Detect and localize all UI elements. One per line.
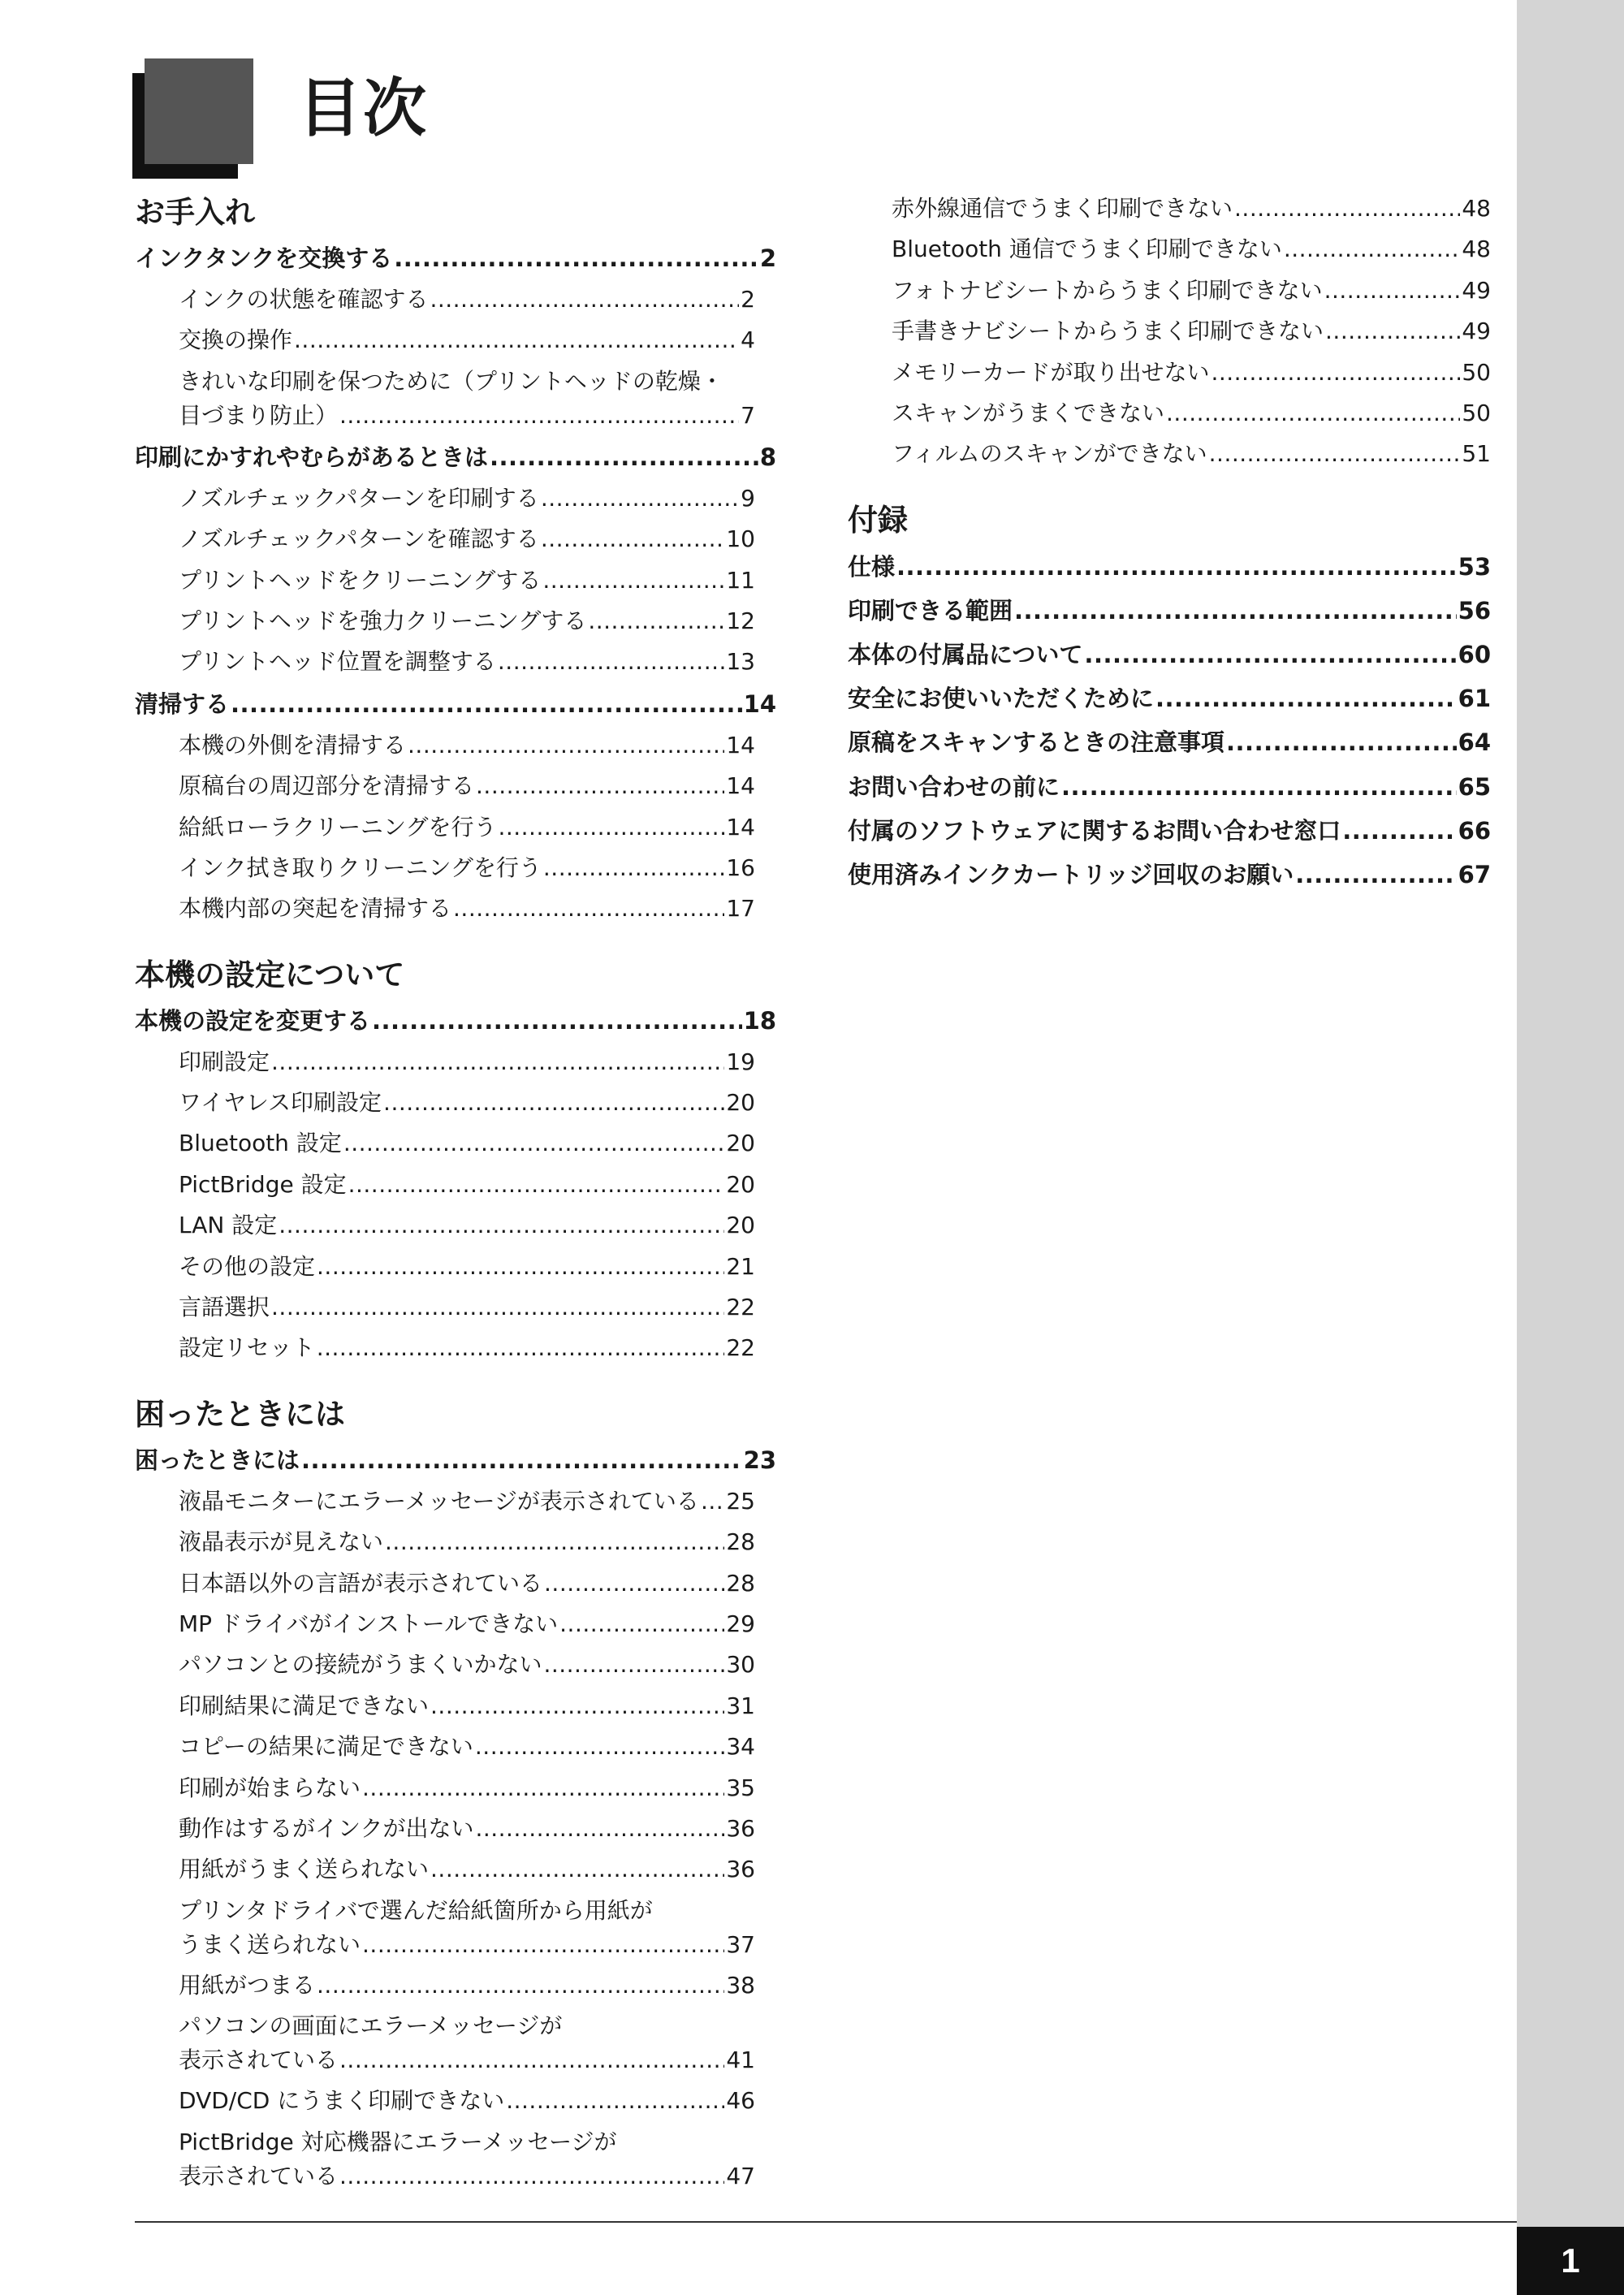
dot-leader: [372, 1000, 742, 1042]
toc-entry[interactable]: [135, 1000, 776, 1042]
toc-entry[interactable]: [848, 633, 1491, 676]
toc-entry-page: 20: [726, 1212, 755, 1239]
dot-leader: [506, 2081, 724, 2121]
toc-entry-label: 日本語以外の言語が表示されている: [179, 1569, 543, 1597]
toc-entry-page: 20: [726, 1130, 755, 1157]
toc-entry-label: パソコンとの接続がうまくいかない: [179, 1651, 542, 1679]
toc-entry-label-cont: 表示されている: [179, 2046, 339, 2074]
toc-entry[interactable]: [135, 1205, 776, 1246]
toc-entry[interactable]: [135, 519, 776, 560]
dot-leader: [1084, 633, 1456, 676]
dot-leader: [476, 766, 724, 806]
toc-entry[interactable]: [848, 765, 1491, 809]
toc-entry-page: 41: [726, 2046, 755, 2074]
dot-leader: [394, 237, 758, 279]
toc-entry-label: MP ドライバがインストールできない: [179, 1610, 559, 1637]
toc-entry-page: 17: [726, 895, 755, 923]
toc-entry-label: 印刷結果に満足できない: [179, 1692, 430, 1719]
toc-entry-label: コピーの結果に満足できない: [179, 1733, 473, 1761]
toc-entry-page: 22: [726, 1334, 755, 1362]
dot-leader: [543, 848, 724, 888]
toc-entry[interactable]: [135, 361, 776, 436]
dot-leader: [896, 545, 1457, 589]
toc-entry[interactable]: [848, 853, 1491, 897]
toc-entry-page: 16: [726, 854, 755, 881]
toc-entry[interactable]: [135, 1645, 776, 1685]
toc-entry-page: 37: [726, 1930, 755, 1958]
toc-entry-label: 印刷設定: [179, 1048, 270, 1075]
dot-leader: [362, 1768, 724, 1809]
toc-entry-label: 付属のソフトウェアに関するお問い合わせ窓口: [848, 816, 1341, 845]
toc-entry[interactable]: [135, 1042, 776, 1083]
dot-leader: [1155, 676, 1457, 720]
toc-entry[interactable]: [848, 434, 1491, 474]
toc-entry-page: 35: [726, 1774, 755, 1801]
toc-entry-label: 本体の付属品について: [848, 641, 1083, 669]
toc-entry[interactable]: [135, 2081, 776, 2121]
dot-leader: [588, 601, 724, 642]
dot-leader: [339, 2043, 724, 2077]
toc-entry-page: 14: [726, 813, 755, 841]
toc-entry-page: 14: [726, 731, 755, 759]
dot-leader: [362, 1928, 724, 1962]
toc-entry[interactable]: [135, 1083, 776, 1123]
dot-leader: [490, 436, 758, 478]
side-tab-strip: [1517, 0, 1624, 2295]
toc-entry-page: 20: [726, 1089, 755, 1117]
toc-entry-page: 22: [726, 1294, 755, 1321]
toc-entry[interactable]: [848, 676, 1491, 720]
toc-entry[interactable]: [135, 725, 776, 766]
dot-leader: [430, 1849, 724, 1890]
toc-entry[interactable]: [135, 560, 776, 601]
toc-entry-label: フィルムのスキャンができない: [892, 440, 1207, 468]
dot-leader: [383, 1083, 724, 1123]
toc-entry-page: 14: [726, 772, 755, 800]
toc-entry[interactable]: [848, 270, 1491, 311]
dot-leader: [317, 1328, 725, 1368]
toc-entry[interactable]: [135, 1328, 776, 1368]
dot-leader: [1226, 720, 1457, 764]
toc-entry-page: 49: [1462, 318, 1491, 345]
dot-leader: [317, 1247, 724, 1287]
dot-leader: [1166, 393, 1460, 434]
toc-entry-label: 原稿台の周辺部分を清掃する: [179, 772, 475, 800]
toc-entry-label: プリントヘッドをクリーニングする: [179, 566, 542, 594]
toc-entry-page: 46: [726, 2087, 755, 2115]
toc-entry-page: 56: [1458, 596, 1491, 625]
toc-entry-page: 51: [1462, 440, 1491, 468]
toc-entry-label: パソコンの画面にエラーメッセージが: [179, 2012, 563, 2040]
toc-entry[interactable]: [135, 1439, 776, 1481]
toc-entry-line: [179, 399, 755, 433]
dot-leader: [317, 1965, 724, 2006]
dot-leader: [1014, 589, 1457, 633]
toc-entry-label: メモリーカードが取り出せない: [892, 358, 1210, 386]
toc-entry-label: DVD/CD にうまく印刷できない: [179, 2087, 505, 2115]
toc-entry-page: 9: [741, 484, 755, 512]
dot-leader: [1324, 270, 1461, 311]
toc-entry-label: インクの状態を確認する: [179, 286, 429, 313]
toc-entry-label: 清掃する: [135, 689, 230, 718]
toc-entry[interactable]: [135, 1965, 776, 2006]
toc-entry[interactable]: [135, 1809, 776, 1849]
dot-leader: [348, 1165, 725, 1205]
toc-entry-label: 原稿をスキャンするときの注意事項: [848, 728, 1225, 757]
toc-entry-page: 34: [726, 1733, 755, 1761]
dot-leader: [385, 1522, 724, 1562]
toc-entry-page: 49: [1462, 276, 1491, 304]
toc-entry-line: [179, 2159, 755, 2193]
toc-entry-label: 交換の操作: [179, 326, 293, 354]
dot-leader: [301, 1439, 742, 1481]
toc-entry-label: インク拭き取りクリーニングを行う: [179, 854, 542, 881]
toc-entry-label: Bluetooth 通信でうまく印刷できない: [892, 236, 1282, 263]
toc-entry-page: 7: [741, 401, 755, 429]
toc-entry[interactable]: [135, 1768, 776, 1809]
toc-entry-page: 21: [726, 1252, 755, 1280]
dot-leader: [544, 1563, 724, 1604]
dot-leader: [701, 1481, 724, 1522]
dot-leader: [1209, 434, 1461, 474]
toc-entry-label: 給紙ローラクリーニングを行う: [179, 813, 497, 841]
toc-entry-label: 本機内部の突起を清掃する: [179, 895, 452, 923]
toc-entry-page: 48: [1462, 195, 1491, 222]
toc-entry[interactable]: [135, 279, 776, 320]
dot-leader: [498, 642, 724, 682]
toc-entry[interactable]: [135, 1522, 776, 1562]
toc-entry-page: 28: [726, 1528, 755, 1556]
dot-leader: [271, 1042, 724, 1083]
toc-entry-page: 19: [726, 1048, 755, 1075]
toc-entry[interactable]: [135, 237, 776, 279]
toc-entry-label: 使用済みインクカートリッジ回収のお願い: [848, 861, 1294, 889]
toc-entry[interactable]: [135, 1287, 776, 1328]
toc-entry-label: 動作はするがインクが出ない: [179, 1814, 474, 1842]
toc-entry[interactable]: [135, 601, 776, 642]
toc-entry[interactable]: [135, 478, 776, 519]
toc-entry-label: 印刷にかすれやむらがあるときは: [135, 443, 489, 471]
toc-entry-label: 設定リセット: [179, 1334, 315, 1362]
toc-entry-page: 13: [726, 648, 755, 676]
toc-entry-label-cont: うまく送られない: [179, 1930, 361, 1958]
toc-entry-label: ノズルチェックパターンを印刷する: [179, 484, 539, 512]
toc-entry-page: 30: [726, 1651, 755, 1679]
toc-entry[interactable]: [135, 1686, 776, 1727]
toc-entry-label: PictBridge 設定: [179, 1170, 347, 1198]
toc-entry-page: 53: [1458, 552, 1491, 581]
dot-leader: [1211, 352, 1460, 393]
toc-entry-label: 手書きナビシートからうまく印刷できない: [892, 318, 1324, 345]
toc-entry[interactable]: [135, 1849, 776, 1890]
toc-entry[interactable]: [135, 683, 776, 725]
toc-entry-page: 50: [1462, 358, 1491, 386]
dot-leader: [543, 1645, 724, 1685]
toc-entry[interactable]: [135, 2122, 776, 2197]
toc-entry-page: 10: [726, 525, 755, 553]
dot-leader: [271, 1287, 724, 1328]
toc-entry[interactable]: [135, 1604, 776, 1645]
toc-entry-label: お問い合わせの前に: [848, 772, 1060, 801]
toc-entry-label: 液晶モニターにエラーメッセージが表示されている: [179, 1487, 699, 1515]
dot-leader: [430, 279, 739, 320]
toc-entry-label-cont: 目づまり防止）: [179, 401, 339, 429]
toc-entry[interactable]: [135, 888, 776, 929]
toc-entry-page: 28: [726, 1569, 755, 1597]
toc-entry-page: 36: [726, 1814, 755, 1842]
dot-leader: [1342, 809, 1456, 853]
toc-entry-page: 20: [726, 1170, 755, 1198]
toc-entry-label: 用紙がつまる: [179, 1971, 316, 1999]
section-title: 付録: [848, 502, 908, 538]
toc-entry-page: 12: [726, 607, 755, 634]
toc-entry-label-cont: 表示されている: [179, 2162, 339, 2189]
toc-entry[interactable]: [848, 311, 1491, 352]
toc-entry-page: 48: [1462, 236, 1491, 263]
toc-entry-label: 液晶表示が見えない: [179, 1528, 384, 1556]
page-number: 1: [1517, 2227, 1624, 2295]
toc-entry-line: [179, 2043, 755, 2077]
toc-entry-label: 印刷が始まらない: [179, 1774, 361, 1801]
toc-entry-line: [179, 1928, 755, 1962]
toc-entry-page: 61: [1458, 685, 1491, 713]
dot-leader: [541, 519, 725, 560]
toc-entry[interactable]: [848, 393, 1491, 434]
dot-leader: [408, 725, 724, 766]
toc-entry-page: 18: [743, 1006, 776, 1035]
toc-entry[interactable]: [135, 1481, 776, 1522]
toc-entry-label: 言語選択: [179, 1294, 270, 1321]
dot-leader: [1284, 229, 1461, 270]
toc-entry-label: フォトナビシートからうまく印刷できない: [892, 276, 1323, 304]
section-title: 本機の設定について: [135, 957, 405, 992]
toc-entry-label: 本機の外側を清掃する: [179, 731, 407, 759]
dot-leader: [453, 888, 724, 929]
toc-entry-label: Bluetooth 設定: [179, 1130, 342, 1157]
toc-entry-page: 8: [759, 443, 776, 471]
toc-entry-page: 50: [1462, 399, 1491, 426]
dot-leader: [430, 1686, 724, 1727]
toc-entry-label: 印刷できる範囲: [848, 596, 1013, 625]
dot-leader: [559, 1604, 724, 1645]
toc-entry[interactable]: [135, 2006, 776, 2081]
toc-entry[interactable]: [848, 720, 1491, 764]
toc-entry-page: 38: [726, 1971, 755, 1999]
toc-entry-page: 2: [741, 286, 755, 313]
dot-leader: [541, 478, 739, 519]
dot-leader: [294, 320, 739, 361]
dot-leader: [475, 1727, 724, 1767]
toc-entry[interactable]: [135, 1727, 776, 1767]
toc-entry-page: 31: [726, 1692, 755, 1719]
dot-leader: [343, 1123, 725, 1164]
toc-entry-page: 4: [741, 326, 755, 354]
toc-entry-label: 本機の設定を変更する: [135, 1006, 371, 1035]
toc-entry-label: ノズルチェックパターンを確認する: [179, 525, 539, 553]
toc-entry-page: 47: [726, 2162, 755, 2189]
toc-entry[interactable]: [135, 436, 776, 478]
toc-entry[interactable]: [848, 188, 1491, 229]
toc-entry-label: 仕様: [848, 552, 896, 581]
toc-entry-label: PictBridge 対応機器にエラーメッセージが: [179, 2128, 617, 2155]
toc-entry[interactable]: [135, 1247, 776, 1287]
toc-entry-label: 用紙がうまく送られない: [179, 1856, 430, 1883]
dot-leader: [1061, 765, 1457, 809]
toc-entry[interactable]: [848, 589, 1491, 633]
toc-entry[interactable]: [848, 229, 1491, 270]
toc-entry-page: 60: [1458, 641, 1491, 669]
toc-entry-page: 66: [1458, 816, 1491, 845]
toc-entry[interactable]: [135, 642, 776, 682]
dot-leader: [542, 560, 724, 601]
toc-entry-label: 赤外線通信でうまく印刷できない: [892, 195, 1233, 222]
toc-entry-label: プリントヘッド位置を調整する: [179, 648, 496, 676]
toc-entry[interactable]: [135, 848, 776, 888]
toc-entry-label: ワイヤレス印刷設定: [179, 1089, 382, 1117]
toc-entry-page: 29: [726, 1610, 755, 1637]
toc-entry-page: 11: [726, 566, 755, 594]
dot-leader: [1325, 311, 1460, 352]
toc-entry[interactable]: [135, 1165, 776, 1205]
toc-entry[interactable]: [135, 766, 776, 806]
toc-entry[interactable]: [135, 1123, 776, 1164]
section-title: お手入れ: [135, 195, 255, 230]
toc-entry-label: 安全にお使いいただくために: [848, 685, 1155, 713]
toc-entry[interactable]: [135, 807, 776, 848]
page-title: 目次: [298, 72, 429, 145]
dot-leader: [339, 2159, 724, 2193]
toc-entry-label: 困ったときには: [135, 1446, 300, 1474]
toc-entry[interactable]: [848, 352, 1491, 393]
toc-entry[interactable]: [848, 809, 1491, 853]
footer-rule: [135, 2221, 1517, 2223]
toc-entry-page: 36: [726, 1856, 755, 1883]
toc-entry-label: プリンタドライバで選んだ給紙箇所から用紙が: [179, 1896, 653, 1924]
toc-entry-page: 23: [743, 1446, 776, 1474]
toc-entry-page: 25: [726, 1487, 755, 1515]
toc-entry-page: 65: [1458, 772, 1491, 801]
toc-entry-label: インクタンクを交換する: [135, 244, 393, 272]
dot-leader: [231, 683, 742, 725]
toc-left-column: [135, 188, 776, 2197]
toc-entry-label: プリントヘッドを強力クリーニングする: [179, 607, 587, 634]
section-title: 困ったときには: [135, 1396, 345, 1432]
toc-entry[interactable]: [135, 320, 776, 361]
toc-entry[interactable]: [135, 1563, 776, 1604]
dot-leader: [279, 1205, 724, 1246]
toc-entry-page: 67: [1458, 861, 1491, 889]
toc-entry-page: 14: [743, 689, 776, 718]
toc-entry-label: その他の設定: [179, 1252, 316, 1280]
toc-entry[interactable]: [848, 545, 1491, 589]
toc-entry-label: LAN 設定: [179, 1212, 278, 1239]
dot-leader: [1234, 188, 1460, 229]
toc-entry-page: 64: [1458, 728, 1491, 757]
dot-leader: [475, 1809, 724, 1849]
toc-entry-label: スキャンがうまくできない: [892, 399, 1165, 426]
toc-right-column: [848, 188, 1491, 897]
title-mark: [145, 58, 253, 164]
dot-leader: [498, 807, 724, 848]
toc-entry-label: きれいな印刷を保つために（プリントヘッドの乾燥・: [179, 367, 723, 395]
toc-entry-page: 2: [759, 244, 776, 272]
toc-entry[interactable]: [135, 1891, 776, 1965]
dot-leader: [1295, 853, 1456, 897]
dot-leader: [339, 399, 739, 433]
